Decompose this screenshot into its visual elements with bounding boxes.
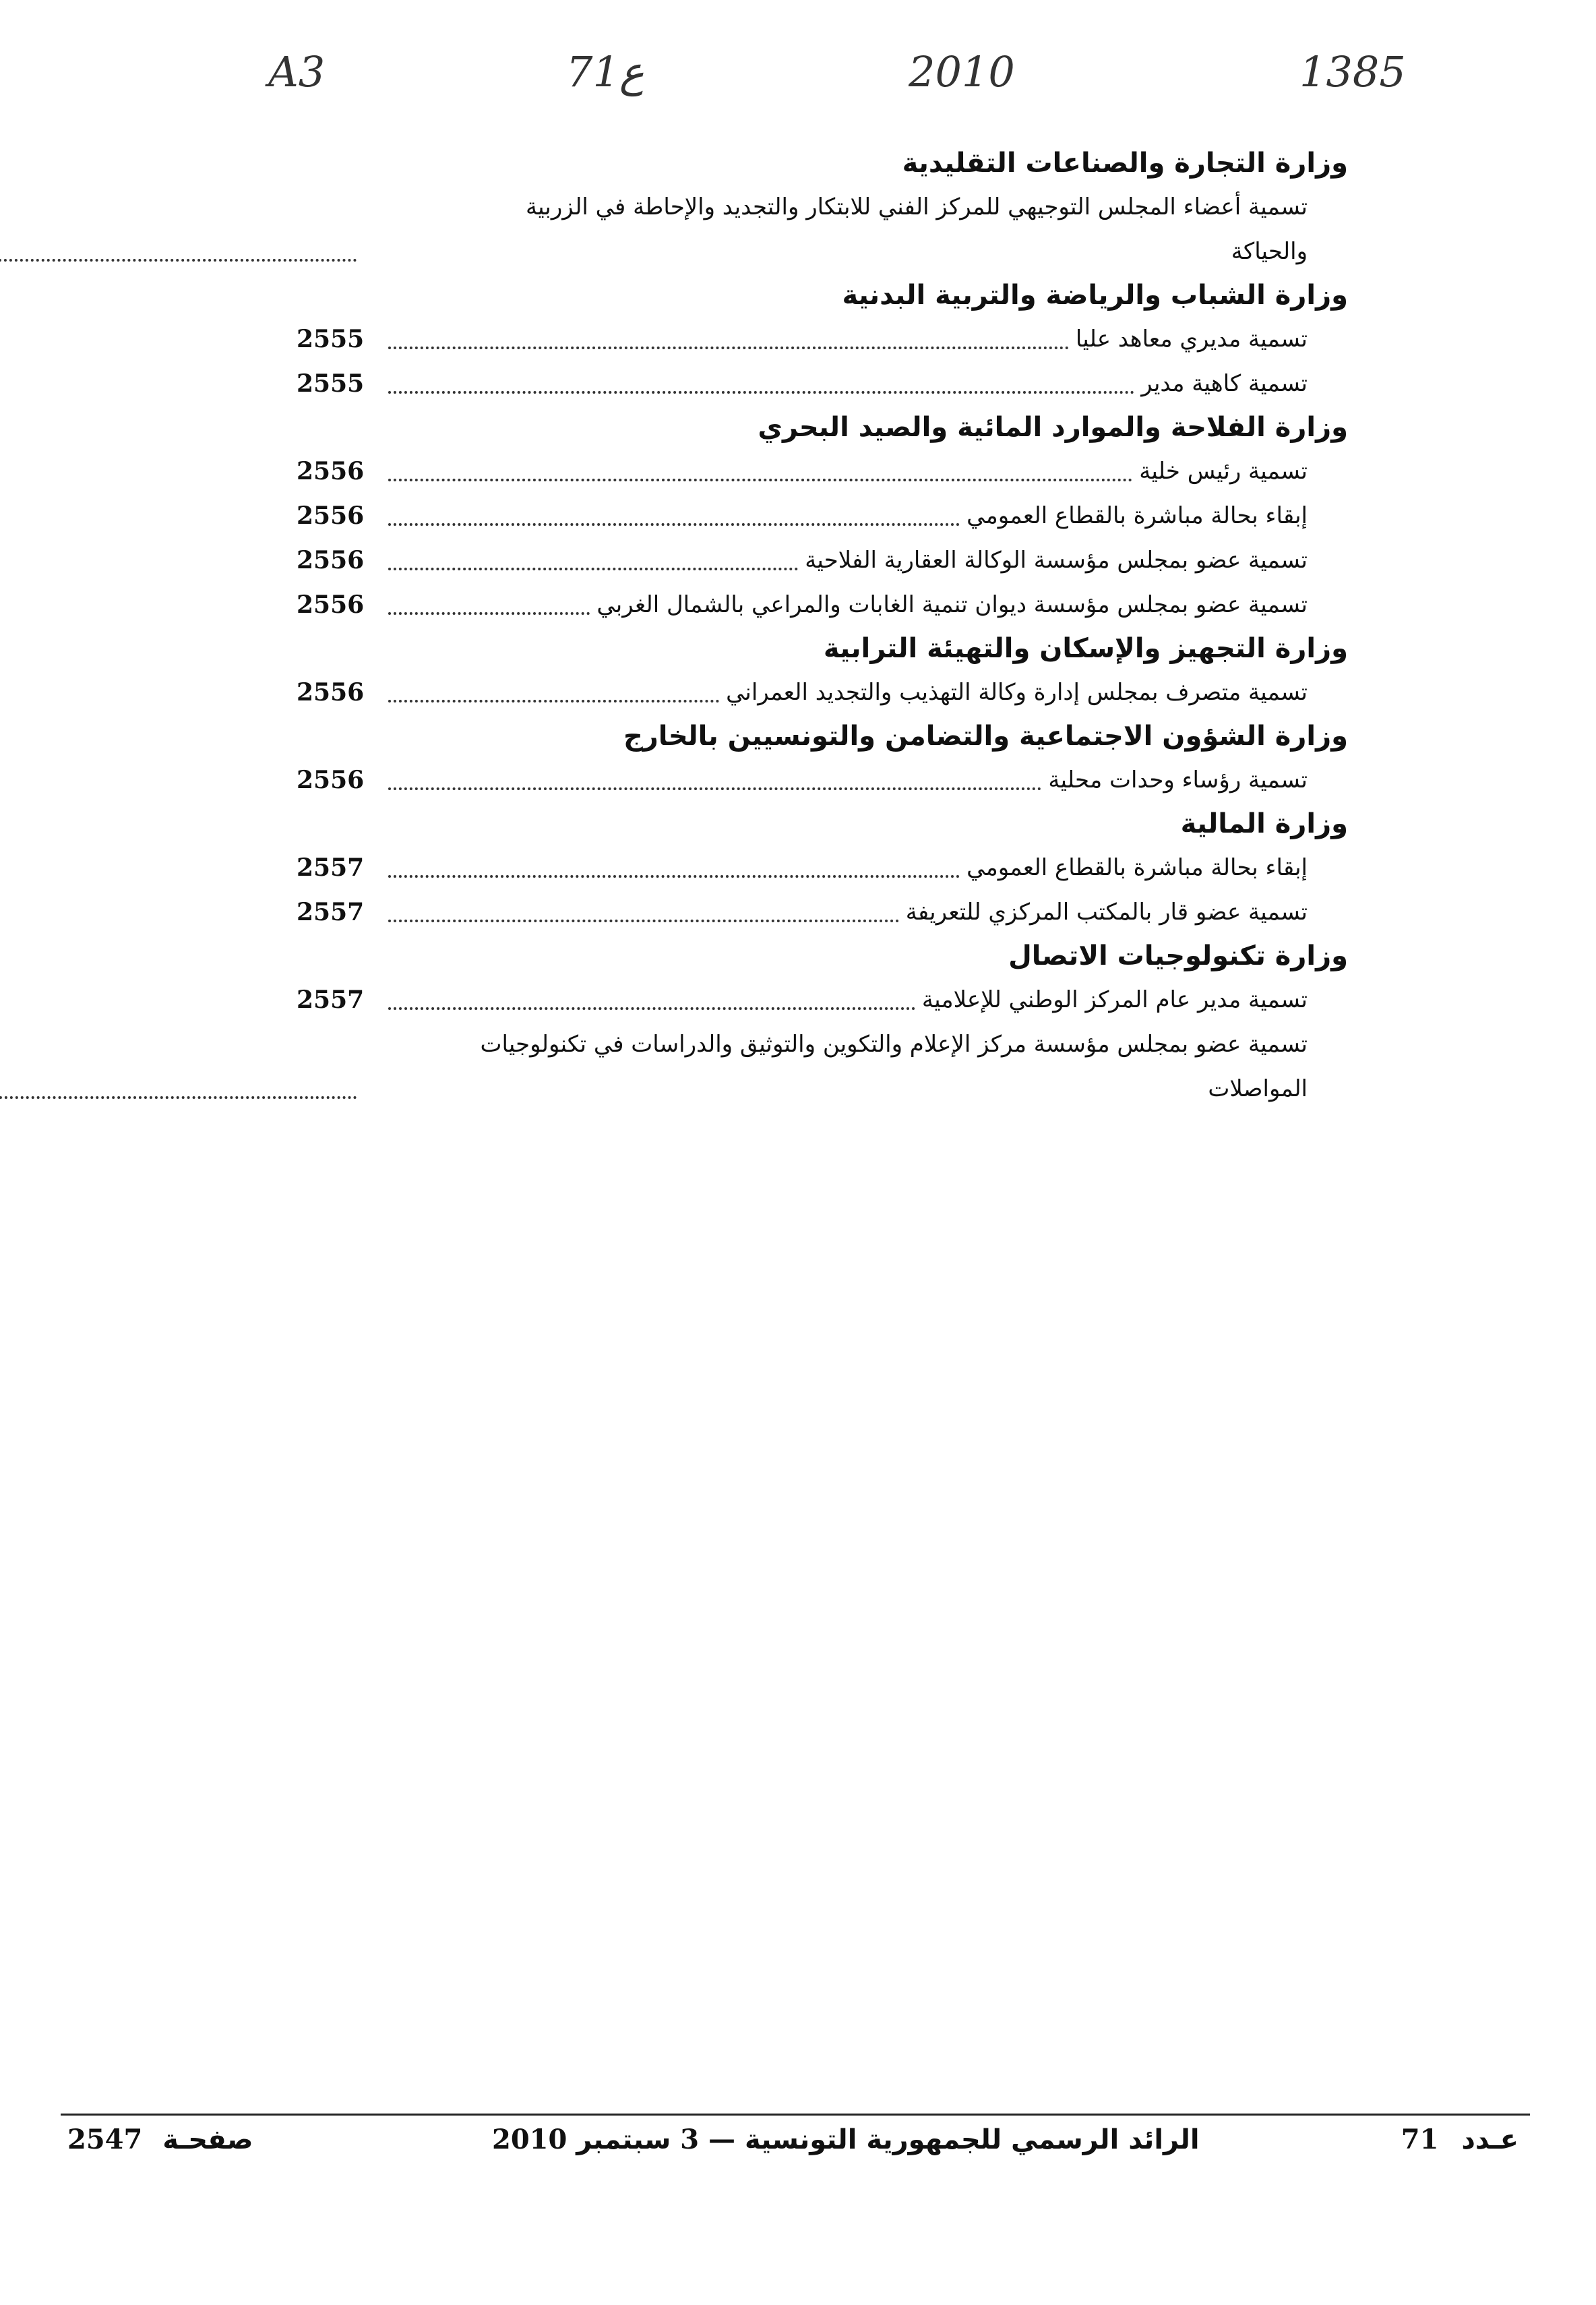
toc-entry-text: تسمية رئيس خلية <box>1139 458 1308 485</box>
toc-entry[interactable] <box>297 1022 1308 1111</box>
toc-entry[interactable] <box>297 449 1308 493</box>
footer-issue <box>1401 2124 1518 2155</box>
toc-entry-text-cont: والحياكة <box>1231 238 1308 265</box>
leader-dots <box>388 920 899 922</box>
toc-entry-text: تسمية عضو بمجلس مؤسسة مركز الإعلام والتكوين والتوثيق والدراسات في تكنولوجيات <box>480 1031 1308 1058</box>
leader-dots <box>388 612 590 615</box>
section-heading: وزارة الفلاحة والموارد المائية والصيد البحري <box>758 412 1348 443</box>
page-number: 2556 <box>297 591 365 619</box>
leader-dots <box>388 523 960 526</box>
toc-entry-text: تسمية عضو بمجلس مؤسسة الوكالة العقارية الفلاحية <box>805 547 1308 574</box>
toc-entry[interactable] <box>297 670 1308 715</box>
handwritten-ref: 1385 <box>1299 47 1406 96</box>
page-number: 2557 <box>297 854 365 882</box>
section-heading: وزارة الشباب والرياضة والتربية البدنية <box>842 280 1348 311</box>
page-number: 2557 <box>297 898 365 926</box>
footer-date-month: سبتمبر <box>576 2124 671 2155</box>
leader-dots <box>0 259 357 262</box>
page-number: 2555 <box>297 325 365 353</box>
handwritten-year: 2010 <box>909 47 1015 96</box>
footer-date-day: 3 <box>680 2124 700 2155</box>
leader-dots <box>388 787 1041 790</box>
footer-rule <box>61 2114 1530 2116</box>
page-number: 2556 <box>297 766 365 794</box>
toc-entry-text: تسمية متصرف بمجلس إدارة وكالة التهذيب والتجديد العمراني <box>726 679 1308 706</box>
toc-entry[interactable] <box>297 978 1308 1022</box>
toc-entry[interactable] <box>297 493 1308 538</box>
footer-date-year: 2010 <box>492 2124 567 2155</box>
footer-page-label: صفحـة <box>162 2124 253 2155</box>
footer-issue-label: عـدد <box>1461 2124 1518 2155</box>
leader-dots <box>0 1096 357 1099</box>
section-heading: وزارة المالية <box>1180 808 1348 839</box>
toc-entry-text: تسمية مديري معاهد عليا <box>1075 326 1308 353</box>
toc-entry-text: تسمية عضو بمجلس مؤسسة ديوان تنمية الغابات والمراعي بالشمال الغربي <box>596 591 1308 618</box>
footer-issue-number: 71 <box>1401 2124 1439 2155</box>
toc-entry-text: تسمية عضو قار بالمكتب المركزي للتعريفة <box>905 899 1308 926</box>
toc-entry-text-cont: المواصلات <box>1208 1075 1308 1102</box>
page-number: 2556 <box>297 457 365 485</box>
footer-page-number: 2547 <box>67 2124 143 2155</box>
page-number: 2555 <box>297 369 365 398</box>
toc-entry-text: تسمية كاهية مدير <box>1141 370 1308 397</box>
toc-entry[interactable] <box>297 185 1308 274</box>
section-heading: وزارة الشؤون الاجتماعية والتضامن والتونسيين بالخارج <box>623 721 1348 752</box>
toc-entry-text: تسمية رؤساء وحدات محلية <box>1048 767 1308 794</box>
leader-dots <box>388 347 1069 349</box>
page-number: 2556 <box>297 546 365 574</box>
section-heading: وزارة التجهيز والإسكان والتهيئة الترابية <box>823 633 1348 664</box>
toc-entry[interactable] <box>297 845 1308 890</box>
page-number: 2556 <box>297 678 365 707</box>
footer-journal-name: الرائد الرسمي للجمهورية التونسية <box>744 2124 1200 2155</box>
page-number: 2556 <box>297 502 365 530</box>
toc-entry-text: إبقاء بحالة مباشرة بالقطاع العمومي <box>966 502 1308 529</box>
toc-entry-text: تسمية مدير عام المركز الوطني للإعلامية <box>921 986 1308 1013</box>
table-of-contents <box>297 142 1348 1111</box>
section-heading: وزارة التجارة والصناعات التقليدية <box>902 148 1348 179</box>
leader-dots <box>388 391 1134 394</box>
toc-entry[interactable] <box>297 317 1308 361</box>
section-heading: وزارة تكنولوجيات الاتصال <box>1008 940 1348 971</box>
footer-separator: — <box>708 2124 736 2155</box>
toc-entry[interactable] <box>297 582 1308 627</box>
toc-entry-text: إبقاء بحالة مباشرة بالقطاع العمومي <box>966 854 1308 881</box>
leader-dots <box>388 1007 915 1010</box>
toc-entry[interactable] <box>297 538 1308 582</box>
toc-entry[interactable] <box>297 361 1308 406</box>
toc-entry[interactable] <box>297 890 1308 934</box>
leader-dots <box>388 568 798 570</box>
footer-journal <box>492 2124 1200 2155</box>
handwritten-a3: A3 <box>268 47 326 96</box>
footer-page <box>67 2124 253 2155</box>
leader-dots <box>388 875 960 878</box>
handwritten-issue: 71ع <box>566 47 644 96</box>
page-number: 2557 <box>297 986 365 1014</box>
toc-entry-text: تسمية أعضاء المجلس التوجيهي للمركز الفني للابتكار والتجديد والإحاطة في الزربية <box>525 193 1308 220</box>
leader-dots <box>388 700 719 702</box>
toc-entry[interactable] <box>297 758 1308 802</box>
leader-dots <box>388 479 1132 481</box>
